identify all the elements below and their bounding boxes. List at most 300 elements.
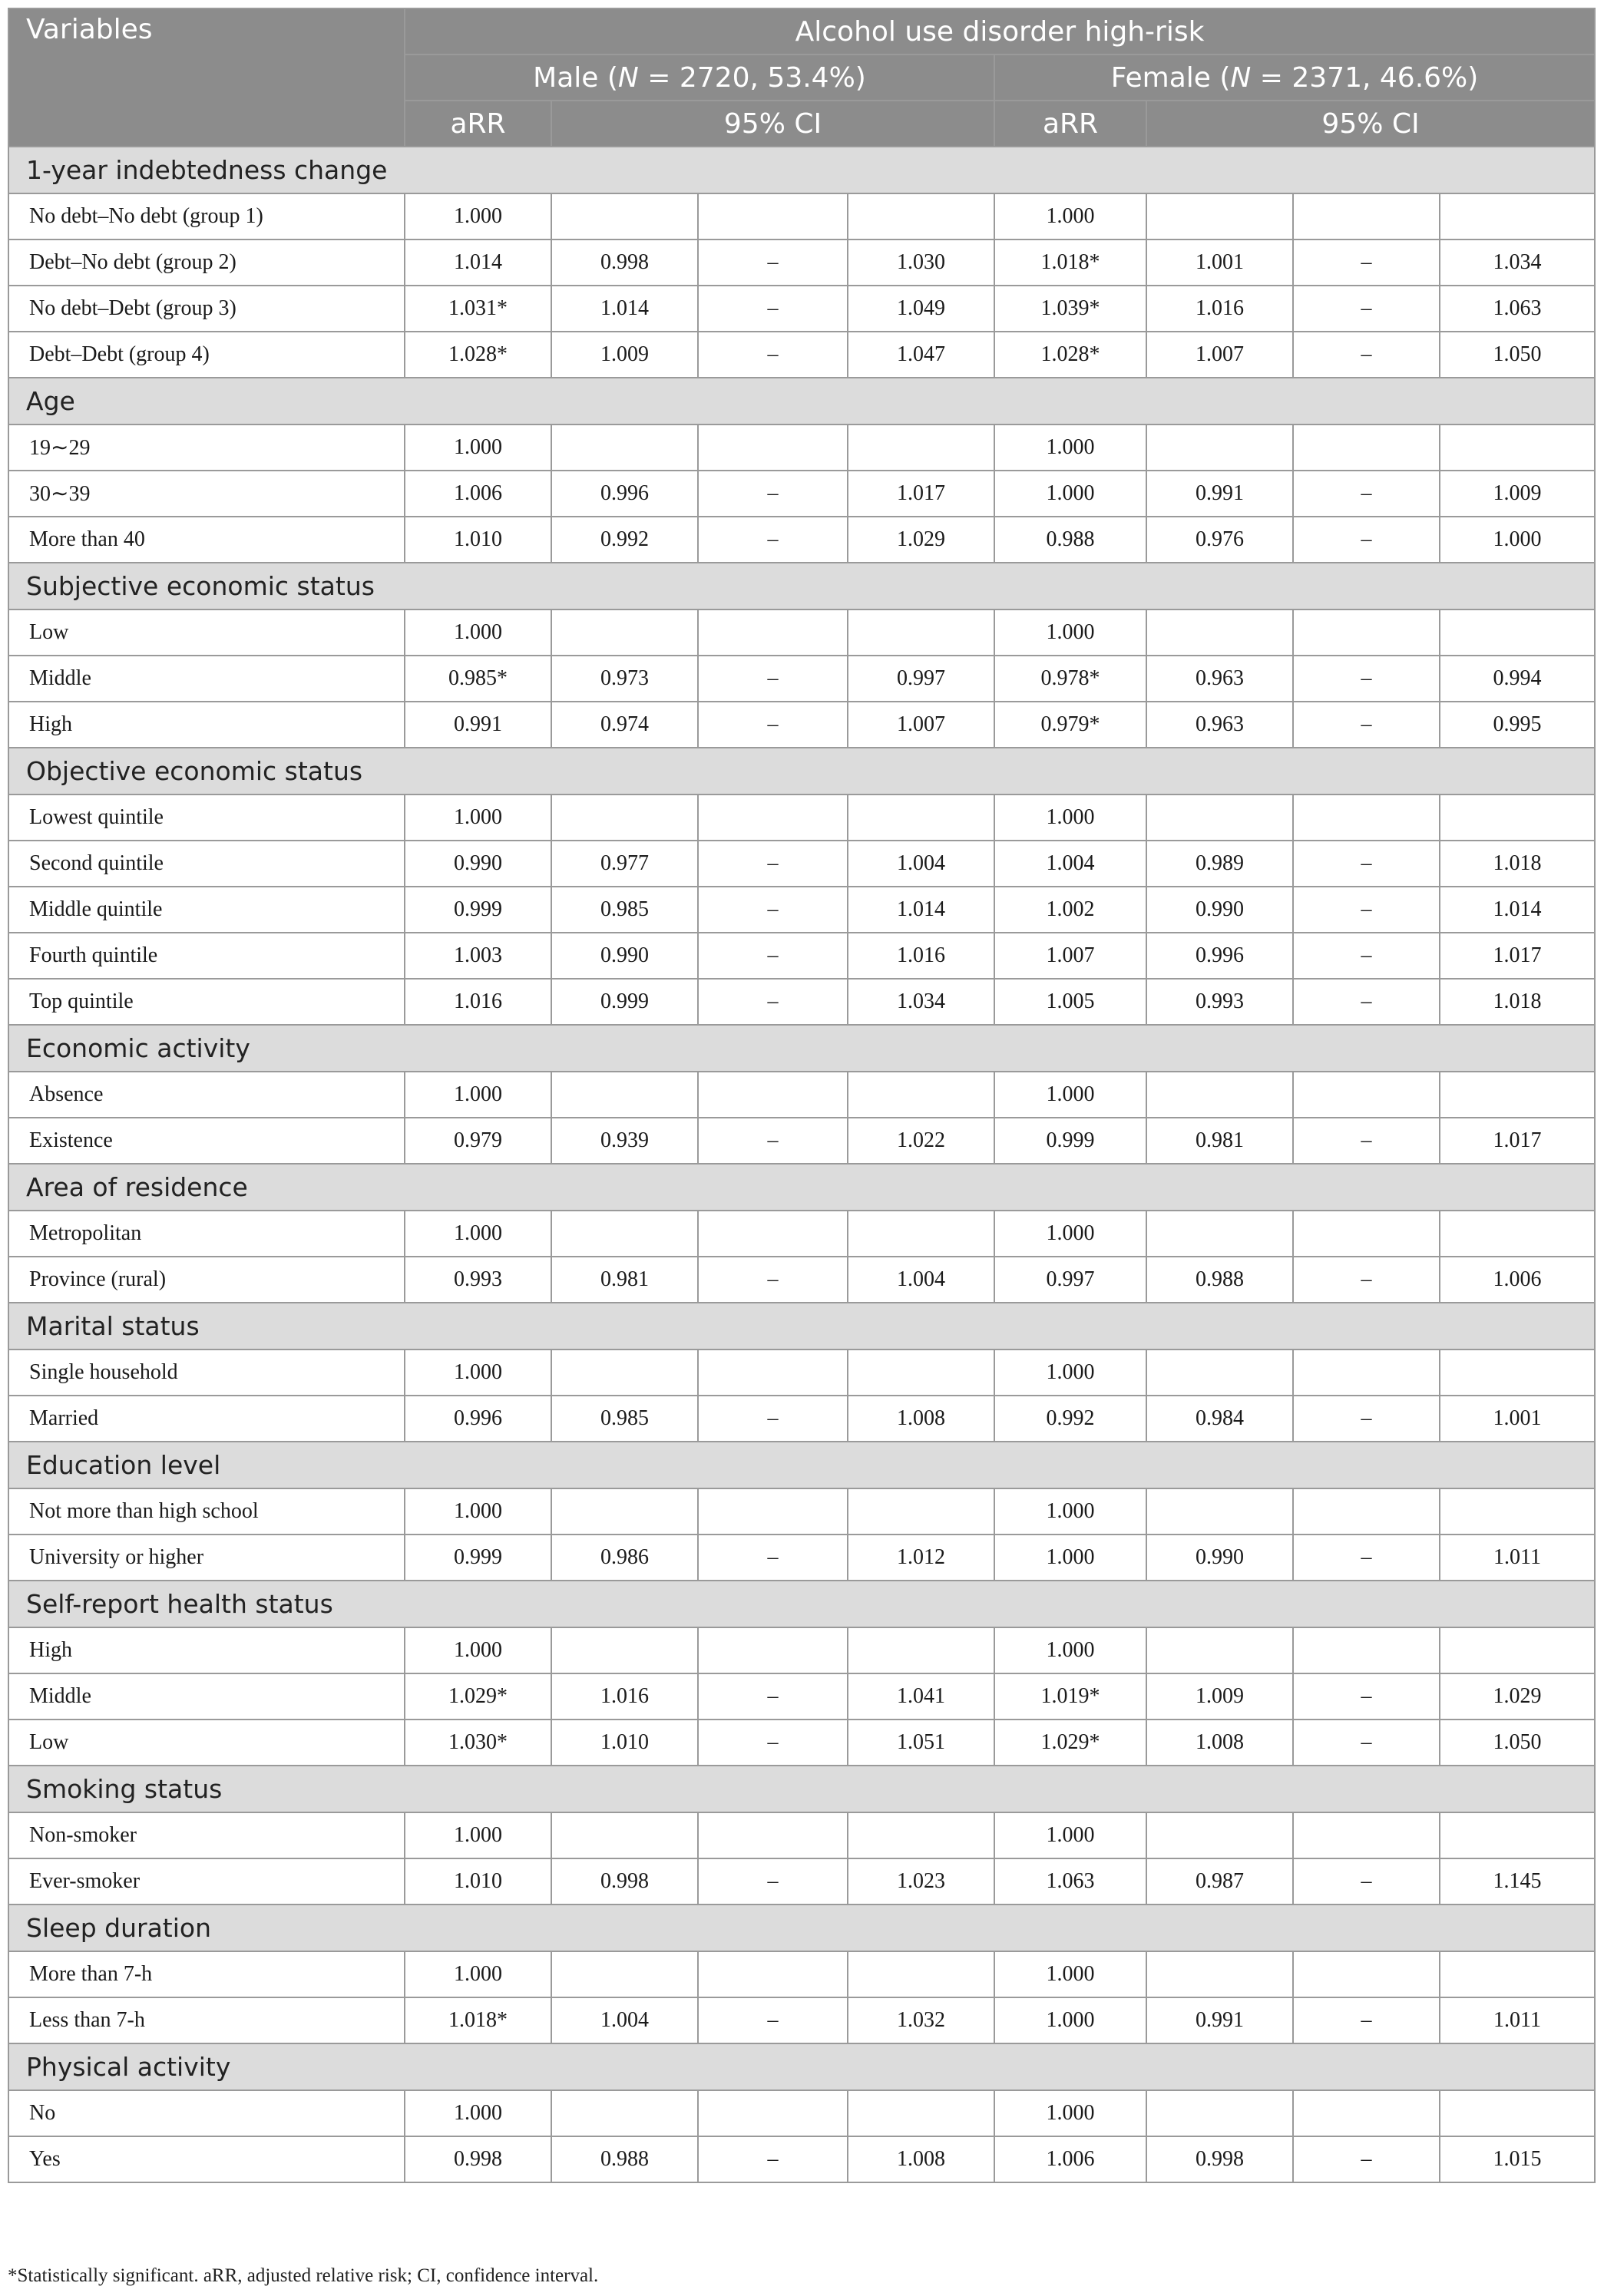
male-ci-lower: 0.939 xyxy=(551,1118,698,1164)
row-label: Middle quintile xyxy=(8,887,405,933)
male-arr-value: 0.993 xyxy=(405,1257,551,1303)
table-row xyxy=(8,240,1595,286)
female-ci-dash: – xyxy=(1293,286,1440,332)
male-ci-lower xyxy=(551,2090,698,2136)
table-row xyxy=(8,471,1595,517)
table-row xyxy=(8,795,1595,841)
male-ci-lower: 0.974 xyxy=(551,702,698,748)
female-arr-value: 1.029* xyxy=(994,1720,1146,1766)
female-ci-dash: – xyxy=(1293,517,1440,563)
male-ci-dash: – xyxy=(698,1396,848,1442)
table-row xyxy=(8,1997,1595,2043)
male-arr-header: aRR xyxy=(405,101,551,147)
female-arr-value: 0.988 xyxy=(994,517,1146,563)
female-ci-upper xyxy=(1440,1211,1595,1257)
male-ci-lower xyxy=(551,1812,698,1858)
female-arr-value: 1.000 xyxy=(994,193,1146,240)
female-suffix: = 2371, 46.6%) xyxy=(1251,61,1479,94)
male-ci-lower: 0.986 xyxy=(551,1535,698,1581)
male-ci-dash xyxy=(698,795,848,841)
male-ci-dash xyxy=(698,1951,848,1997)
variables-header: Variables xyxy=(8,8,405,147)
female-ci-dash: – xyxy=(1293,1118,1440,1164)
male-arr-value: 1.014 xyxy=(405,240,551,286)
female-ci-upper: 1.011 xyxy=(1440,1997,1595,2043)
female-arr-header: aRR xyxy=(994,101,1146,147)
table-row xyxy=(8,979,1595,1025)
male-ci-lower: 0.990 xyxy=(551,933,698,979)
male-ci-dash: – xyxy=(698,979,848,1025)
male-ci-dash: – xyxy=(698,1720,848,1766)
male-ci-header: 95% CI xyxy=(551,101,994,147)
row-label: Top quintile xyxy=(8,979,405,1025)
male-arr-value: 0.996 xyxy=(405,1396,551,1442)
female-arr-value: 1.000 xyxy=(994,1350,1146,1396)
female-ci-upper: 1.050 xyxy=(1440,1720,1595,1766)
male-ci-dash: – xyxy=(698,1858,848,1905)
table-row xyxy=(8,887,1595,933)
female-ci-upper xyxy=(1440,2090,1595,2136)
table-row xyxy=(8,1720,1595,1766)
female-ci-dash: – xyxy=(1293,702,1440,748)
female-ci-lower: 0.991 xyxy=(1146,471,1293,517)
table-row xyxy=(8,1858,1595,1905)
table-row xyxy=(8,841,1595,887)
female-ci-dash: – xyxy=(1293,933,1440,979)
section-title: Smoking status xyxy=(8,1766,1595,1812)
table-row xyxy=(8,332,1595,378)
male-ci-upper xyxy=(848,610,994,656)
female-arr-value: 1.000 xyxy=(994,1951,1146,1997)
male-ci-lower: 1.010 xyxy=(551,1720,698,1766)
section-title: Physical activity xyxy=(8,2043,1595,2090)
male-arr-value: 1.029* xyxy=(405,1673,551,1720)
row-label: Not more than high school xyxy=(8,1488,405,1535)
male-ci-lower xyxy=(551,1627,698,1673)
female-ci-lower: 1.008 xyxy=(1146,1720,1293,1766)
section-title: Subjective economic status xyxy=(8,563,1595,610)
female-ci-lower: 0.990 xyxy=(1146,1535,1293,1581)
male-ci-lower: 0.985 xyxy=(551,887,698,933)
female-ci-upper: 1.145 xyxy=(1440,1858,1595,1905)
female-arr-value: 1.063 xyxy=(994,1858,1146,1905)
male-ci-upper xyxy=(848,2090,994,2136)
male-ci-upper: 1.016 xyxy=(848,933,994,979)
row-label: 30∼39 xyxy=(8,471,405,517)
female-arr-value: 1.000 xyxy=(994,2090,1146,2136)
female-arr-value: 1.000 xyxy=(994,1997,1146,2043)
male-ci-lower xyxy=(551,1488,698,1535)
female-ci-dash xyxy=(1293,795,1440,841)
female-ci-lower: 0.993 xyxy=(1146,979,1293,1025)
row-label: No xyxy=(8,2090,405,2136)
female-ci-upper: 1.017 xyxy=(1440,1118,1595,1164)
table-row xyxy=(8,1812,1595,1858)
female-arr-value: 1.019* xyxy=(994,1673,1146,1720)
female-ci-lower xyxy=(1146,795,1293,841)
male-arr-value: 0.979 xyxy=(405,1118,551,1164)
female-ci-lower xyxy=(1146,1627,1293,1673)
table-row xyxy=(8,1118,1595,1164)
table-row xyxy=(8,2090,1595,2136)
female-arr-value: 1.007 xyxy=(994,933,1146,979)
male-ci-upper xyxy=(848,193,994,240)
female-arr-value: 1.000 xyxy=(994,1535,1146,1581)
table-row xyxy=(8,1211,1595,1257)
female-ci-upper: 1.015 xyxy=(1440,2136,1595,2182)
female-ci-lower xyxy=(1146,1488,1293,1535)
female-arr-value: 0.979* xyxy=(994,702,1146,748)
row-label: Metropolitan xyxy=(8,1211,405,1257)
female-ci-lower: 0.987 xyxy=(1146,1858,1293,1905)
female-ci-upper: 1.009 xyxy=(1440,471,1595,517)
female-arr-value: 0.992 xyxy=(994,1396,1146,1442)
section-title: Economic activity xyxy=(8,1025,1595,1072)
female-ci-lower: 0.976 xyxy=(1146,517,1293,563)
male-ci-dash: – xyxy=(698,240,848,286)
row-label: Absence xyxy=(8,1072,405,1118)
male-ci-upper: 1.004 xyxy=(848,841,994,887)
section-title: Objective economic status xyxy=(8,748,1595,795)
row-label: Middle xyxy=(8,1673,405,1720)
table-body xyxy=(8,147,1595,2182)
female-ci-upper: 1.018 xyxy=(1440,979,1595,1025)
female-ci-dash xyxy=(1293,1211,1440,1257)
male-ci-dash: – xyxy=(698,933,848,979)
female-ci-dash xyxy=(1293,1488,1440,1535)
female-ci-lower: 0.998 xyxy=(1146,2136,1293,2182)
female-arr-value: 1.028* xyxy=(994,332,1146,378)
male-arr-value: 1.018* xyxy=(405,1997,551,2043)
female-ci-lower xyxy=(1146,610,1293,656)
row-label: Debt–No debt (group 2) xyxy=(8,240,405,286)
male-ci-upper: 1.029 xyxy=(848,517,994,563)
female-arr-value: 1.000 xyxy=(994,795,1146,841)
male-arr-value: 0.999 xyxy=(405,887,551,933)
female-ci-dash: – xyxy=(1293,1257,1440,1303)
male-ci-upper xyxy=(848,1350,994,1396)
female-ci-lower: 1.009 xyxy=(1146,1673,1293,1720)
male-ci-dash: – xyxy=(698,517,848,563)
male-ci-lower: 1.009 xyxy=(551,332,698,378)
row-label: High xyxy=(8,1627,405,1673)
male-arr-value: 1.028* xyxy=(405,332,551,378)
female-ci-lower: 1.001 xyxy=(1146,240,1293,286)
male-ci-lower: 1.014 xyxy=(551,286,698,332)
female-ci-upper xyxy=(1440,1350,1595,1396)
male-suffix: = 2720, 53.4%) xyxy=(638,61,866,94)
male-ci-dash xyxy=(698,1350,848,1396)
male-ci-dash: – xyxy=(698,702,848,748)
table-row xyxy=(8,1072,1595,1118)
female-arr-value: 1.000 xyxy=(994,1627,1146,1673)
female-ci-lower: 0.984 xyxy=(1146,1396,1293,1442)
table-row xyxy=(8,193,1595,240)
table-row xyxy=(8,1951,1595,1997)
female-ci-dash xyxy=(1293,610,1440,656)
female-ci-lower: 0.991 xyxy=(1146,1997,1293,2043)
male-ci-upper: 1.034 xyxy=(848,979,994,1025)
female-ci-lower: 0.996 xyxy=(1146,933,1293,979)
male-ci-lower: 0.973 xyxy=(551,656,698,702)
male-ci-upper: 1.008 xyxy=(848,1396,994,1442)
female-arr-value: 1.000 xyxy=(994,1812,1146,1858)
female-ci-upper xyxy=(1440,1951,1595,1997)
female-ci-upper xyxy=(1440,610,1595,656)
male-arr-value: 1.031* xyxy=(405,286,551,332)
row-label: Debt–Debt (group 4) xyxy=(8,332,405,378)
male-arr-value: 1.000 xyxy=(405,1627,551,1673)
row-label: Province (rural) xyxy=(8,1257,405,1303)
female-ci-lower xyxy=(1146,1951,1293,1997)
section-header-row xyxy=(8,1905,1595,1951)
row-label: 19∼29 xyxy=(8,425,405,471)
female-ci-lower: 0.988 xyxy=(1146,1257,1293,1303)
male-arr-value: 1.006 xyxy=(405,471,551,517)
female-ci-dash: – xyxy=(1293,841,1440,887)
male-ci-lower: 1.004 xyxy=(551,1997,698,2043)
results-table xyxy=(8,8,1596,2183)
female-n-symbol: N xyxy=(1230,61,1252,94)
male-ci-dash xyxy=(698,425,848,471)
female-ci-upper: 1.034 xyxy=(1440,240,1595,286)
section-header-row xyxy=(8,1442,1595,1488)
row-label: Existence xyxy=(8,1118,405,1164)
male-ci-lower xyxy=(551,610,698,656)
female-ci-upper: 1.001 xyxy=(1440,1396,1595,1442)
male-group-header xyxy=(405,55,994,101)
female-ci-upper: 1.014 xyxy=(1440,887,1595,933)
male-arr-value: 1.000 xyxy=(405,1812,551,1858)
section-header-row xyxy=(8,2043,1595,2090)
female-ci-dash xyxy=(1293,2090,1440,2136)
female-ci-header: 95% CI xyxy=(1146,101,1595,147)
female-ci-lower: 0.963 xyxy=(1146,656,1293,702)
female-arr-value: 0.978* xyxy=(994,656,1146,702)
female-ci-lower: 0.989 xyxy=(1146,841,1293,887)
female-ci-upper: 1.050 xyxy=(1440,332,1595,378)
male-arr-value: 1.000 xyxy=(405,425,551,471)
table-row xyxy=(8,702,1595,748)
female-arr-value: 0.999 xyxy=(994,1118,1146,1164)
male-ci-lower: 1.016 xyxy=(551,1673,698,1720)
section-title: Self-report health status xyxy=(8,1581,1595,1627)
section-title: Marital status xyxy=(8,1303,1595,1350)
female-ci-dash xyxy=(1293,1951,1440,1997)
male-ci-upper: 1.012 xyxy=(848,1535,994,1581)
male-ci-upper: 1.017 xyxy=(848,471,994,517)
female-prefix: Female ( xyxy=(1110,61,1231,94)
row-label: Single household xyxy=(8,1350,405,1396)
male-ci-lower xyxy=(551,1350,698,1396)
male-ci-lower: 0.985 xyxy=(551,1396,698,1442)
male-arr-value: 1.016 xyxy=(405,979,551,1025)
male-ci-dash: – xyxy=(698,286,848,332)
female-ci-lower: 0.981 xyxy=(1146,1118,1293,1164)
male-ci-dash xyxy=(698,1488,848,1535)
male-ci-dash xyxy=(698,2090,848,2136)
female-arr-value: 1.000 xyxy=(994,471,1146,517)
female-ci-dash: – xyxy=(1293,979,1440,1025)
male-ci-lower: 0.996 xyxy=(551,471,698,517)
row-label: Ever-smoker xyxy=(8,1858,405,1905)
male-ci-dash: – xyxy=(698,1673,848,1720)
table-row xyxy=(8,1627,1595,1673)
male-ci-lower xyxy=(551,1951,698,1997)
female-ci-lower xyxy=(1146,1211,1293,1257)
male-ci-dash: – xyxy=(698,471,848,517)
female-arr-value: 1.000 xyxy=(994,425,1146,471)
row-label: University or higher xyxy=(8,1535,405,1581)
male-prefix: Male ( xyxy=(533,61,618,94)
male-ci-lower xyxy=(551,425,698,471)
table-row xyxy=(8,610,1595,656)
male-ci-dash xyxy=(698,1812,848,1858)
male-arr-value: 0.985* xyxy=(405,656,551,702)
male-ci-upper: 1.047 xyxy=(848,332,994,378)
male-ci-upper xyxy=(848,1211,994,1257)
female-ci-dash: – xyxy=(1293,2136,1440,2182)
female-ci-upper xyxy=(1440,1072,1595,1118)
female-ci-dash: – xyxy=(1293,1535,1440,1581)
section-header-row xyxy=(8,1303,1595,1350)
section-header-row xyxy=(8,147,1595,193)
section-title: Age xyxy=(8,378,1595,425)
female-arr-value: 1.005 xyxy=(994,979,1146,1025)
male-ci-upper: 1.023 xyxy=(848,1858,994,1905)
female-arr-value: 1.000 xyxy=(994,1488,1146,1535)
male-ci-upper: 1.022 xyxy=(848,1118,994,1164)
row-label: Fourth quintile xyxy=(8,933,405,979)
male-ci-dash: – xyxy=(698,1535,848,1581)
section-title: Area of residence xyxy=(8,1164,1595,1211)
female-arr-value: 1.004 xyxy=(994,841,1146,887)
female-arr-value: 1.000 xyxy=(994,1211,1146,1257)
female-arr-value: 1.018* xyxy=(994,240,1146,286)
female-ci-dash: – xyxy=(1293,1858,1440,1905)
male-ci-upper xyxy=(848,1627,994,1673)
female-ci-dash: – xyxy=(1293,1396,1440,1442)
female-ci-upper: 0.994 xyxy=(1440,656,1595,702)
female-ci-upper xyxy=(1440,1627,1595,1673)
male-ci-dash: – xyxy=(698,887,848,933)
section-header-row xyxy=(8,1164,1595,1211)
male-arr-value: 0.998 xyxy=(405,2136,551,2182)
male-ci-upper: 1.008 xyxy=(848,2136,994,2182)
row-label: Lowest quintile xyxy=(8,795,405,841)
female-ci-dash: – xyxy=(1293,887,1440,933)
female-ci-lower xyxy=(1146,425,1293,471)
female-ci-dash: – xyxy=(1293,1997,1440,2043)
table-row xyxy=(8,2136,1595,2182)
female-arr-value: 1.006 xyxy=(994,2136,1146,2182)
male-ci-lower xyxy=(551,1211,698,1257)
male-arr-value: 1.000 xyxy=(405,1488,551,1535)
section-header-row xyxy=(8,1581,1595,1627)
male-ci-lower: 0.999 xyxy=(551,979,698,1025)
female-ci-upper xyxy=(1440,425,1595,471)
row-label: Low xyxy=(8,1720,405,1766)
male-ci-upper: 1.007 xyxy=(848,702,994,748)
female-ci-dash xyxy=(1293,1812,1440,1858)
male-ci-upper: 1.004 xyxy=(848,1257,994,1303)
male-arr-value: 1.000 xyxy=(405,1350,551,1396)
male-ci-upper xyxy=(848,795,994,841)
female-ci-lower xyxy=(1146,2090,1293,2136)
female-ci-upper: 1.018 xyxy=(1440,841,1595,887)
female-arr-value: 1.039* xyxy=(994,286,1146,332)
male-arr-value: 1.010 xyxy=(405,1858,551,1905)
row-label: Middle xyxy=(8,656,405,702)
female-ci-lower: 0.990 xyxy=(1146,887,1293,933)
male-arr-value: 1.010 xyxy=(405,517,551,563)
row-label: No debt–Debt (group 3) xyxy=(8,286,405,332)
female-ci-lower xyxy=(1146,1350,1293,1396)
section-title: 1-year indebtedness change xyxy=(8,147,1595,193)
male-arr-value: 1.000 xyxy=(405,1951,551,1997)
male-arr-value: 1.000 xyxy=(405,795,551,841)
section-header-row xyxy=(8,748,1595,795)
female-ci-dash: – xyxy=(1293,1673,1440,1720)
table-row xyxy=(8,425,1595,471)
male-ci-dash xyxy=(698,193,848,240)
male-arr-value: 1.000 xyxy=(405,610,551,656)
table-row xyxy=(8,933,1595,979)
female-ci-dash: – xyxy=(1293,1720,1440,1766)
male-ci-upper xyxy=(848,1488,994,1535)
male-ci-lower xyxy=(551,193,698,240)
male-arr-value: 1.000 xyxy=(405,193,551,240)
male-ci-lower xyxy=(551,1072,698,1118)
male-ci-upper xyxy=(848,425,994,471)
female-arr-value: 1.000 xyxy=(994,610,1146,656)
table-row xyxy=(8,1350,1595,1396)
female-ci-dash xyxy=(1293,425,1440,471)
male-arr-value: 1.000 xyxy=(405,1072,551,1118)
female-ci-lower: 1.016 xyxy=(1146,286,1293,332)
male-ci-dash xyxy=(698,1627,848,1673)
female-arr-value: 1.002 xyxy=(994,887,1146,933)
female-ci-upper: 1.006 xyxy=(1440,1257,1595,1303)
female-ci-upper xyxy=(1440,1488,1595,1535)
female-ci-lower xyxy=(1146,1072,1293,1118)
row-label: More than 40 xyxy=(8,517,405,563)
male-ci-lower: 0.992 xyxy=(551,517,698,563)
results-table-container xyxy=(8,8,1594,2183)
female-ci-dash: – xyxy=(1293,471,1440,517)
table-row xyxy=(8,1257,1595,1303)
female-ci-upper: 1.000 xyxy=(1440,517,1595,563)
male-arr-value: 1.030* xyxy=(405,1720,551,1766)
female-ci-upper xyxy=(1440,795,1595,841)
male-arr-value: 1.000 xyxy=(405,1211,551,1257)
male-ci-dash: – xyxy=(698,1997,848,2043)
section-header-row xyxy=(8,1025,1595,1072)
outcome-header: Alcohol use disorder high-risk xyxy=(405,8,1595,55)
male-ci-upper: 1.051 xyxy=(848,1720,994,1766)
row-label: More than 7-h xyxy=(8,1951,405,1997)
section-title: Education level xyxy=(8,1442,1595,1488)
female-ci-upper xyxy=(1440,193,1595,240)
male-ci-dash: – xyxy=(698,332,848,378)
male-ci-lower xyxy=(551,795,698,841)
male-ci-dash: – xyxy=(698,656,848,702)
female-ci-upper: 1.029 xyxy=(1440,1673,1595,1720)
table-row xyxy=(8,1488,1595,1535)
male-ci-dash xyxy=(698,1072,848,1118)
row-label: Second quintile xyxy=(8,841,405,887)
male-ci-upper: 0.997 xyxy=(848,656,994,702)
